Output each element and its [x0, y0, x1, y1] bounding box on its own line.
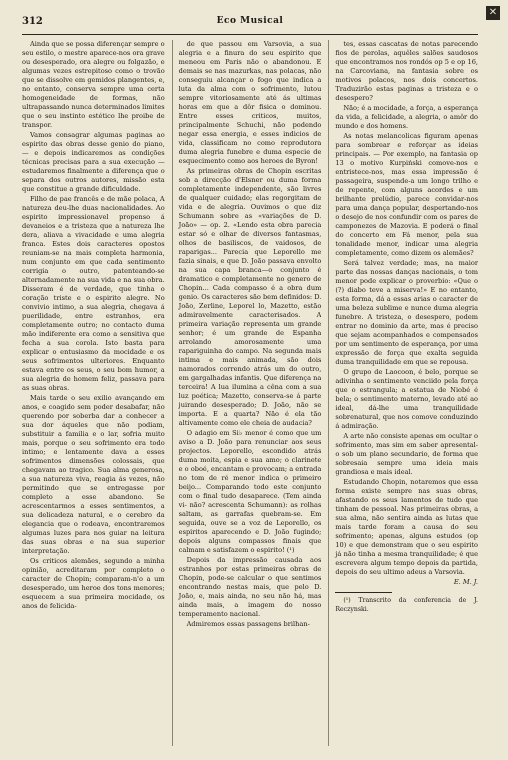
paragraph: Estudando Chopin, notaremos que essa forma existe sempre nas suas obras, afastando os seus lamentos de tudo que tinham de pessoal. Nas primeiras obras, a sua alma, não sentira ainda as lutas que mais tarde foram a causa do seu sofrimento; apenas, alguns estudos (op 10) e que demonstram que o seu espirito já não tinha a mesma tranquilidade; é que escrevera algum tempo depois da partida, depois do seu ultimo adeus a Varsovia.: [335, 478, 479, 576]
paragraph: Mais tarde o seu exilio avançando em anos, e coagido sem poder desabafar, não querendo por soberba dar a conhecer a sua dor áqueles que não podiam, substituir a familia e o lar, sofria muito mais, porque o seu sofrimento era todo intimo; e lentamente dava a esses sofrimentos dimensões colossais, que chegavam ao tragico. Sua alma generosa, a sua natureza viva, reagia ás vezes, não permitindo que se entregasse por completo a esse abandono. Se acrescentarmos a esses sentimentos, a sua delicadeza natural, e o cerebro da elegancia que o rodeava, encontraremos algumas luzes para nos guiar na leitura das suas obras e na sua superior interpretação.: [22, 394, 165, 555]
paragraph: O grupo de Laocoon, é belo, porque se adivinha o sentimento venciido pela força que o estrangula; a estatua de Niobé é bela; o sentimento materno, levado até ao ideal, dá-lhe uma tranquilidade sobrenatural, que nos comove conduzindo á admiração.: [335, 368, 479, 430]
page-header: [22, 14, 478, 32]
signature: E. M. J.: [453, 578, 479, 586]
footnote-rule: [335, 592, 392, 593]
page-number: 312: [22, 16, 43, 27]
paragraph: Ainda que se possa diferençar sempre o seu estilo, o mestre aparece-nos ora grave ou desesperado, ora alegre ou folgazão, e algumas vezes estrepitoso como o trovão que se dissolve em gemidos plangentes, e, no entanto, conserva sempre uma certa homogeneidade de formas, não ultrapassando nunca determinados limites que o seu instinto estético lhe proibe de transpor.: [22, 40, 165, 129]
article-columns: [22, 40, 478, 746]
paragraph: O adagio em Si♭ menor é como que um aviso a D. João para renunciar aos seus projectos. Leporello, escondido atrás duma moita, espia e sua amo; o clarinete e o oboé, encantam e provocam; a entrada no tom de ré menor indica o primeiro beijo... Comparando todo este conjunto com o final tudo desaparece. (Tem ainda vi- não? acrescenta Schumann): as rolhas saltam, as garrafas quebram-se. Em seguida, ouve se a voz de Leporello, os espiritos aparecendo e D. João fugindo; depois alguns compassos finais que calmam e satisfazem o espirito! (¹): [178, 429, 322, 554]
paragraph: Será talvez verdade; mas, na maior parte das nossas danças nacionais, o tom menor pode explicar o proverbio: «Que o (?) diabo teve a miserva!» E no entanto, esta forma, dá a essas arias o caracter de uma beleza sublime e nunce duma alegria funebre. A tristeza, o desespero, podem entrar no dominio da arte, mas é preciso que sejam acompanhados e compensados por um sentimento de esperança, por uma expressão de força que exalta seguida duma tranquilidade em que se repousa.: [335, 259, 479, 366]
column-1: [22, 40, 165, 746]
paragraph: Os criticos alemães, segundo a minha opinião, acreditaram por completo o caracter de Chopin; comparam-n'o a um desesperado, um heroe dos tons menores; esquecem a sua primeira mocidade, os anos de felicida-: [22, 557, 165, 610]
footnote: (¹) Transcrito da conferencia de J. Reczynski.: [335, 597, 479, 613]
paragraph: tes, essas cascatas de notas parecendo fios de perolas, aquêles salões saudosos que encontramos nos rondós op 5 e op 16, na Carcoviana, na fantasia sobre os motivos polacos, nos dois concertos. Traduzirão estas paginas a tristeza e o desespero?: [335, 40, 479, 102]
paragraph: de que passou em Varsovia, a sua alegria e a finura do seu espirito que meneou em Paris não o abandonou. E demais se nas mazurkas, nas polacas, não conseguiu alcançar o fogo que indica a luta da alma com o sofrimento, lutou sempre vitoriosamente até ás ultimas horas em que a dôr fisica o dominou. Entre esses criticos, muitos, principalmente Schuchi, não podendo negar essa energia, e esses indicios de vida, classificam no como reprodutora duma alegria funebre e duma especie de esquecimento como aos heroes de Byron!: [178, 40, 322, 165]
journal-title: Eco Musical: [216, 16, 284, 26]
column-3: [328, 40, 478, 746]
paragraph: A arte não consiste apenas em ocultar o sofrimento, mas sim em saber apresental-o sob um plano secundario, de forma que sobresaia sempre uma ideia mais grandiosa e mais ideal.: [335, 432, 479, 476]
paragraph: Depois da impressão causada aos estranhos por estas primeiras obras de Chopin, pode-se calcular o que sentimos encontrando nestas mais, que pelo D. João, e, mais ainda, no seu não há, mas ainda mais, a imagem do nosso temperamento nacional.: [178, 556, 322, 618]
column-2: [172, 40, 322, 746]
corner-tab-icon: ✕: [486, 6, 500, 20]
paragraph: As primeiras obras de Chopin escritas sob a direcção d'Elsner ou duma forma completamente independente, são livres de qualquer cuidado; elas regorgitam de vida e de alegria. Ouvimos o que diz Schumann sobre as «variações de D. João» — op. 2. «Lendo esta obra parecia estar só e olhar de diversos fantasmas, olhos de basiliscos, de vaidosos, de raparigas... Parecia que Leporello me fazia sinais, e que D. João passava envolto na sua capa branca—o conjunto é dramatico e completamente no genero de Chopin... Cada compasso é a obra dum genio. Os caracteres são bem definidos: D. João, Zerline, Leporel lo, Mazetto, estão admiravelmente caracterisados. A primeira variação representa um grande senhor; é um grande de Espanha arrolando amorosamente uma rapariguinha do campo. Na segunda mais intima e mais animada, são dois namorados correndo atrás um do outro, em gargalhadas infantis. Que diferença na terceira! A lua ilumina a cêna com a sua luz poética; Mazetto, conserva-se á parte juirando desesperado; D. João, não se importa. E a quarta? Não é ela tão altivamente como ele cheia de audacia?: [178, 167, 322, 427]
paragraph: Admiremos essas passagens brilhan-: [186, 620, 310, 628]
paragraph: Vamos consagrar algumas paginas ao espirito das obras desse genio do piano, — e depois indicaremos as condições técnicas precisas para a sua execução — estudaremos finalmente a diferença que o separa dos outros autores, missão esta que constitue a grande dificuldade.: [22, 131, 165, 193]
paragraph: Não; é a mocidade, a força, a esperança da vida, a felicidade, a alegria, o amôr do mundo e dos homens.: [335, 104, 479, 130]
header-rule: [22, 34, 478, 35]
paragraph: As notas melancolicas figuram apenas para sombrear e reforçar as ideias principais. — Por exemplo, na fantasia op 13 o motivo Kurpiński comove-nos e entristece-nos, mas essa impressão é passageira, suspende-a um longo trilho e de repente, com alguns acordes e um brilhante prelúdio, parece convidar-nos para uma dança popular, despertando-nos o desejo de nos confundir com os pares de camponezes de Mazovia. E poderá o final do concerto em Fá menor, pela sua tonalidade menor, indicar uma alegria completamente, como dizem os alemães?: [335, 132, 479, 257]
paragraph: Filho de pae francês e de mãe polaca, A natureza deu-lhe duas nacionalidades. Ao espirito impressionavel propenso á devaneios e a tristeza que a natureza lhe dera, aliava a vivacidade e uma alegria franca. Estes dois caracteres opostos reuniam-se na mais completa harmonia, num conjunto em que cada sentimento corrigia o outro, patenteando-se alternadamente na sua vida e na sua obra. Disseram é de verdade, que tinha o coração triste e o espirito alegre. No convivio intimo, a sua alegria, chegava á puerilidade, entre estranhos, era completamente outro; no contacto duma mão indiferente era como a sensitiva que fecha a sua corola. Isto basta para explicar o entusiasmo da mocidade e os seus sofrimentos ulteriores. Enquanto estava entre os seus, o seu bom humor, a sua alegria de homem feliz, passava para as suas obras.: [22, 195, 165, 392]
